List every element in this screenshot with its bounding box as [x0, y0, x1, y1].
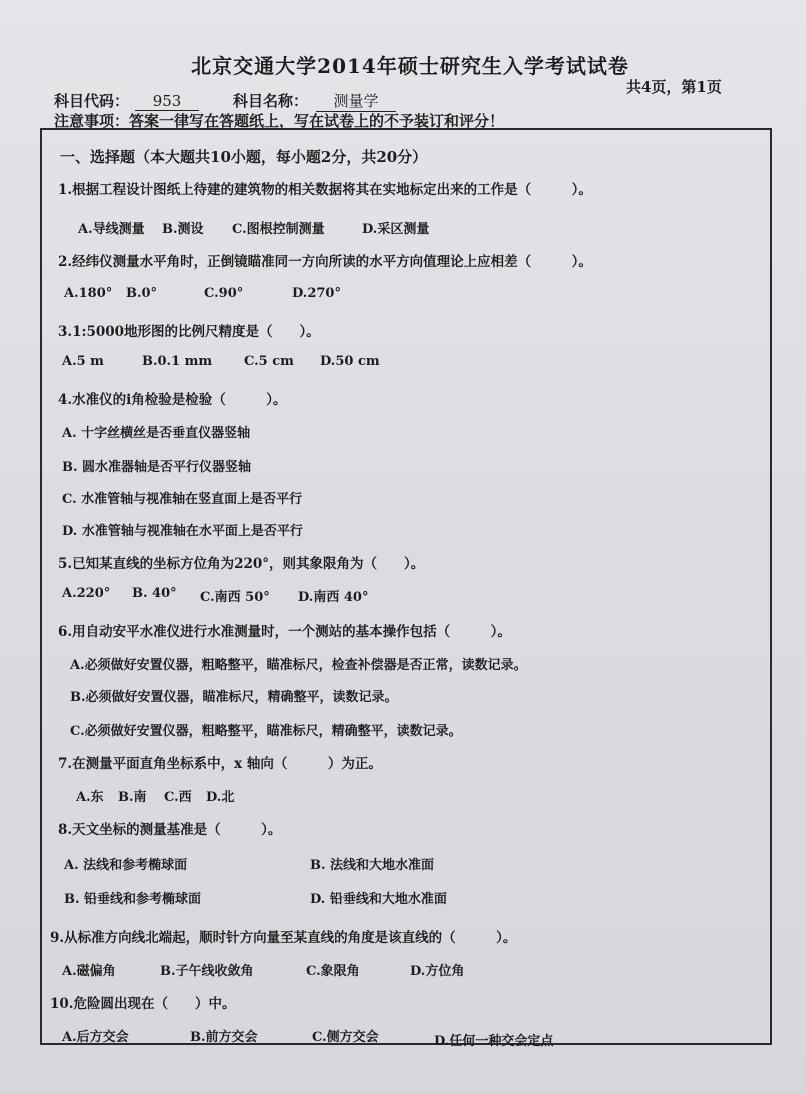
option: A.5 m [62, 354, 104, 369]
option: A. 十字丝横丝是否垂直仪器竖轴 [62, 426, 251, 441]
option: B.南 [118, 790, 147, 805]
question-stem: 8.天文坐标的测量基准是（ ）。 [58, 822, 282, 838]
option: C.西 [164, 790, 192, 805]
question-stem: 3.1:5000地形图的比例尺精度是（ ）。 [58, 324, 320, 340]
question-stem: 9.从标准方向线北端起，顺时针方向量至某直线的角度是该直线的（ ）。 [50, 930, 517, 946]
option: C.侧方交会 [312, 1030, 379, 1045]
section-title: 一、选择题（本大题共10小题，每小题2分，共20分） [60, 148, 428, 166]
subject-code-value: 953 [135, 92, 199, 111]
option: B.0.1 mm [142, 354, 213, 369]
option: A.后方交会 [62, 1030, 129, 1045]
question-stem: 5.已知某直线的坐标方位角为220°，则其象限角为（ ）。 [58, 556, 425, 572]
subject-code-label: 科目代码： [54, 92, 130, 110]
subject-info [54, 90, 396, 112]
option: D.任何一种交会定点 [434, 1034, 554, 1049]
option: A.导线测量 [78, 222, 145, 237]
option: D.270° [292, 286, 341, 301]
exam-notice: 注意事项：答案一律写在答题纸上，写在试卷上的不予装订和评分！ [54, 112, 505, 130]
option: B.子午线收敛角 [160, 964, 254, 979]
option: A.必须做好安置仪器，粗略整平，瞄准标尺，检查补偿器是否正常，读数记录。 [70, 658, 527, 673]
option: C.5 cm [244, 354, 294, 369]
option: D.北 [206, 790, 235, 805]
question-stem: 2.经纬仪测量水平角时，正倒镜瞄准同一方向所读的水平方向值理论上应相差（ ）。 [58, 254, 592, 270]
option: B. 40° [132, 586, 177, 601]
option: C. 水准管轴与视准轴在竖直面上是否平行 [62, 492, 303, 507]
question-stem: 1.根据工程设计图纸上待建的建筑物的相关数据将其在实地标定出来的工作是（ ）。 [58, 182, 592, 198]
option: A.磁偏角 [62, 964, 116, 979]
option: C.南西 50° [200, 590, 270, 605]
option: B.0° [126, 286, 158, 301]
exam-title: 北京交通大学2014年硕士研究生入学考试试卷 [191, 54, 629, 78]
option: D.采区测量 [362, 222, 430, 237]
question-stem: 7.在测量平面直角坐标系中，x 轴向（ ）为正。 [58, 756, 382, 772]
subject-name-value: 测量学 [316, 90, 396, 112]
option: B. 法线和大地水准面 [310, 858, 435, 873]
option: D. 水准管轴与视准轴在水平面上是否平行 [62, 524, 303, 539]
option: A.220° [62, 586, 111, 601]
option: C.图根控制测量 [232, 222, 325, 237]
option: C.90° [204, 286, 244, 301]
option: D.50 cm [320, 354, 380, 369]
subject-name-label: 科目名称： [233, 92, 309, 110]
option: A.180° [64, 286, 113, 301]
option: A. 法线和参考椭球面 [64, 858, 188, 873]
option: B. 圆水准器轴是否平行仪器竖轴 [62, 460, 252, 475]
option: D.方位角 [410, 964, 465, 979]
question-stem: 4.水准仪的i角检验是检验（ ）。 [58, 392, 287, 408]
option: B. 铅垂线和参考椭球面 [64, 892, 202, 907]
option: C.必须做好安置仪器，粗略整平，瞄准标尺，精确整平，读数记录。 [70, 724, 462, 739]
option: A.东 [76, 790, 104, 805]
page-count: 共4页，第1页 [626, 78, 722, 96]
option: B.前方交会 [190, 1030, 258, 1045]
question-stem: 6.用自动安平水准仪进行水准测量时，一个测站的基本操作包括（ ）。 [58, 624, 511, 640]
option: B.测设 [162, 222, 204, 237]
option: C.象限角 [306, 964, 360, 979]
option: D.南西 40° [298, 590, 369, 605]
option: B.必须做好安置仪器，瞄准标尺，精确整平，读数记录。 [70, 690, 398, 705]
question-stem: 10.危险圆出现在（ ）中。 [50, 996, 236, 1012]
option: D. 铅垂线和大地水准面 [310, 892, 447, 907]
